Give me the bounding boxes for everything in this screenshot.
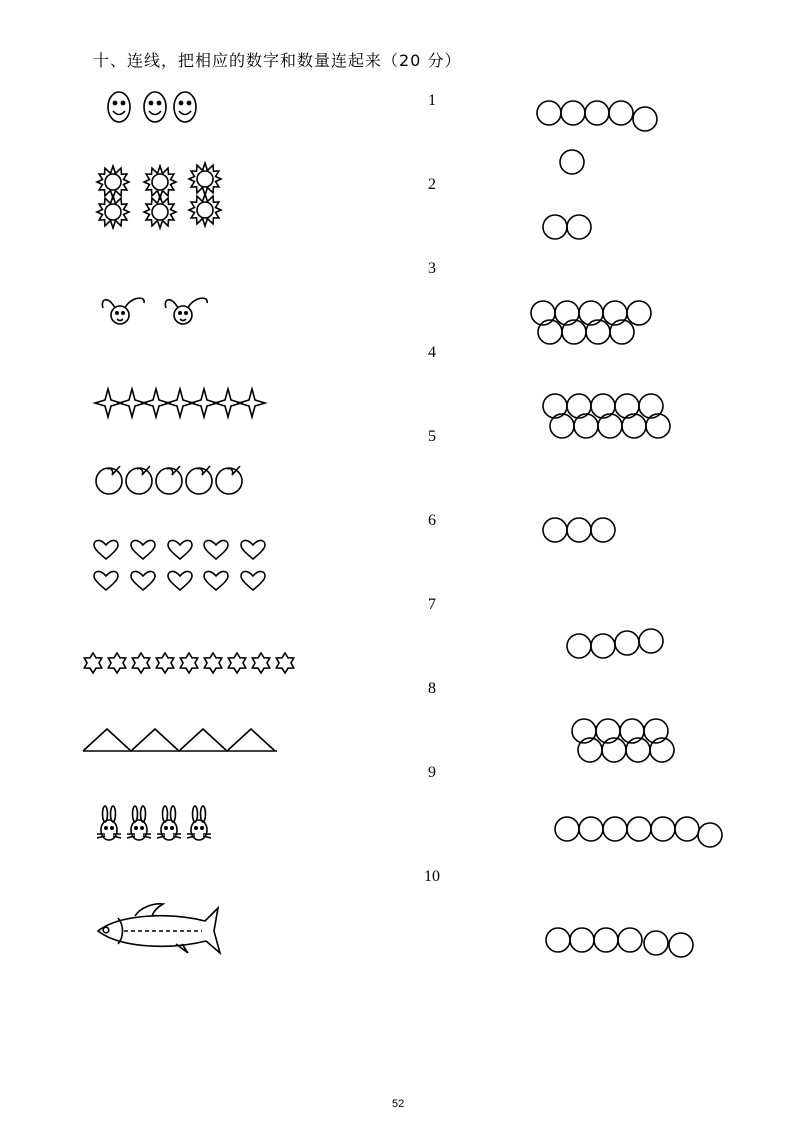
apple-icon [186,466,212,494]
sun-icon [97,196,129,228]
gear-flower-icon [204,653,221,673]
circle-icon [651,817,675,841]
heart-icon [168,540,192,559]
gear-flower-icon [180,653,197,673]
circle-icon [574,414,598,438]
circle-icon [598,414,622,438]
circle-icon [639,629,663,653]
triangle-icon [83,729,275,751]
smiley-face-icon [144,92,166,122]
number-label[interactable]: 7 [428,596,436,613]
gear-flower-icon [156,653,173,673]
bunny-icon [157,806,181,840]
number-label[interactable]: 6 [428,512,436,529]
heart-icon [204,540,228,559]
gear-flower-icon [84,653,101,673]
right-group-4 [531,301,651,344]
circle-icon [579,817,603,841]
heart-icon [168,571,192,590]
left-group-rabbit-faces [102,298,207,324]
sun-icon [144,196,176,228]
circle-icon [618,928,642,952]
circle-icon [646,414,670,438]
circle-icon [546,928,570,952]
heart-icon [241,571,265,590]
circle-icon [567,215,591,239]
circle-icon [615,631,639,655]
right-group-2 [560,150,584,174]
heart-icon [241,540,265,559]
fish-icon [98,904,220,953]
heart-icon [131,540,155,559]
circle-icon [550,414,574,438]
circle-icon [609,101,633,125]
number-label[interactable]: 5 [428,428,436,445]
circle-icon [698,823,722,847]
rabbit-face-icon [102,298,144,324]
heart-icon [204,571,228,590]
circle-icon [543,215,567,239]
bunny-icon [187,806,211,840]
number-label[interactable]: 4 [428,344,436,361]
gear-flower-icon [108,653,125,673]
page-number: 52 [392,1098,405,1110]
circle-icon [627,817,651,841]
circle-icon [675,817,699,841]
circle-icon [591,518,615,542]
circle-icon [644,931,668,955]
circle-icon [570,928,594,952]
gear-flower-icon [228,653,245,673]
gear-flower-icon [132,653,149,673]
worksheet-title: 十、连线，把相应的数字和数量连起来（20 分） [93,51,462,70]
bunny-icon [127,806,151,840]
circle-icon [633,107,657,131]
sun-icon [97,166,129,198]
circle-icon [537,101,561,125]
circle-icon [585,101,609,125]
right-group-6 [543,518,615,542]
right-group-7 [567,629,663,658]
left-group-stars [95,389,265,417]
circle-icon [594,928,618,952]
circle-icon [555,817,579,841]
circle-icon [627,301,651,325]
circle-icon [560,150,584,174]
apple-icon [216,466,242,494]
left-group-hearts [94,540,265,590]
right-group-8 [572,719,674,762]
smiley-face-icon [174,92,196,122]
heart-icon [131,571,155,590]
circle-icon [591,634,615,658]
circle-icon [567,518,591,542]
circle-icon [622,414,646,438]
left-group-suns [97,163,221,228]
rabbit-face-icon [165,298,207,324]
circle-icon [543,518,567,542]
heart-icon [94,540,118,559]
number-label[interactable]: 9 [428,764,436,781]
sun-icon [144,166,176,198]
right-group-3 [543,215,591,239]
bunny-icon [97,806,121,840]
number-label[interactable]: 8 [428,680,436,697]
gear-flower-icon [252,653,269,673]
right-group-10 [546,928,693,957]
right-group-1 [537,101,657,131]
right-group-9 [555,817,722,847]
circle-icon [603,817,627,841]
heart-icon [94,571,118,590]
gear-flower-icon [276,653,293,673]
apple-icon [156,466,182,494]
number-label[interactable]: 2 [428,176,436,193]
number-label[interactable]: 3 [428,260,436,277]
apple-icon [96,466,122,494]
left-group-bunnies [97,806,211,840]
left-group-triangles [83,729,277,751]
circle-icon [567,634,591,658]
circle-icon [669,933,693,957]
number-label[interactable]: 1 [428,92,436,109]
number-label[interactable]: 10 [424,868,440,885]
right-group-5 [543,394,670,438]
apple-icon [126,466,152,494]
left-group-apples [96,466,242,494]
left-group-gears [84,653,293,673]
left-group-smileys [108,92,196,122]
circle-icon [561,101,585,125]
sun-icon [189,194,221,226]
sun-icon [189,163,221,195]
smiley-face-icon [108,92,130,122]
